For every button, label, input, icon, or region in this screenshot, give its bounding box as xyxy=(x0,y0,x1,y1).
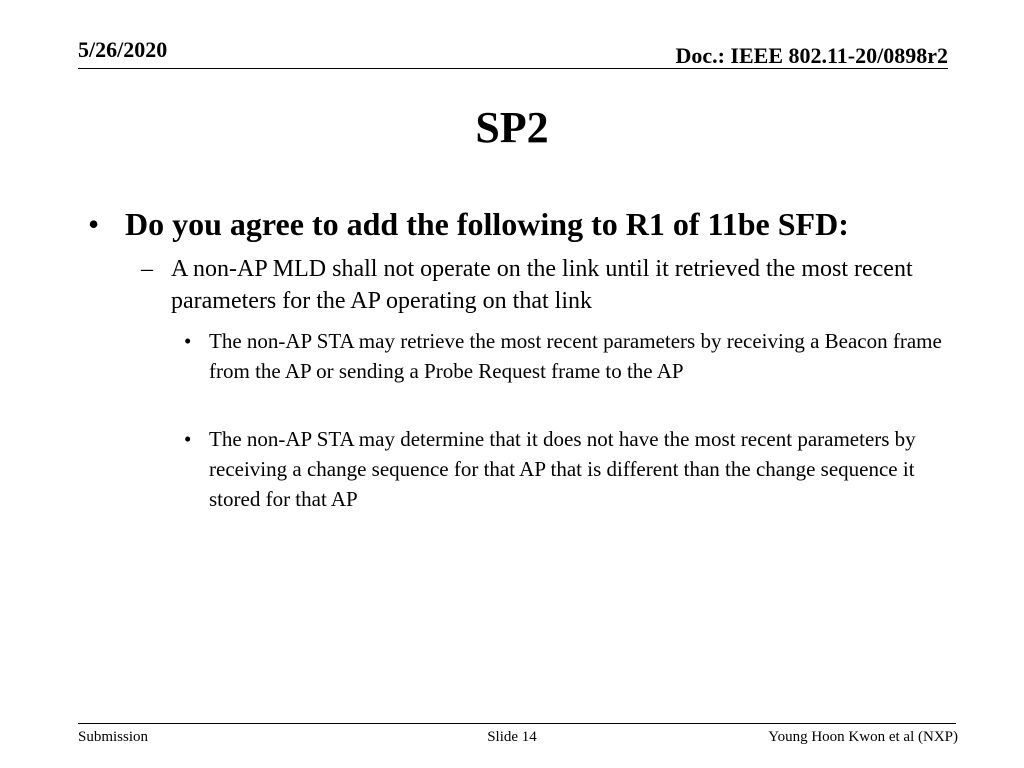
bullet-level2-text: A non-AP MLD shall not operate on the link until it retrieved the most recent parameters for the AP operating on that link xyxy=(171,256,913,314)
footer-submission: Submission xyxy=(78,729,149,745)
bullet-level3-text: The non-AP STA may retrieve the most recent parameters by receiving a Beacon frame from the AP or sending a Probe Request frame to the AP xyxy=(209,329,942,383)
bullet-level3-item xyxy=(184,326,944,386)
footer-divider xyxy=(78,723,956,724)
bullet-level1-text: Do you agree to add the following to R1 of 11be SFD: xyxy=(125,206,849,242)
footer-slide-number: Slide 14 xyxy=(487,729,537,745)
header-date: 5/26/2020 xyxy=(78,37,168,62)
dash-icon: – xyxy=(141,256,153,282)
footer-authors: Young Hoon Kwon et al (NXP) xyxy=(768,729,958,745)
header-doc-id: Doc.: IEEE 802.11-20/0898r2 xyxy=(675,43,948,68)
bullet-level3-item xyxy=(184,424,944,514)
bullet-dot-icon: • xyxy=(184,329,192,353)
bullet-dot-icon: • xyxy=(88,206,100,242)
header-divider xyxy=(78,68,948,69)
slide-title: SP2 xyxy=(475,103,549,152)
bullet-dot-icon: • xyxy=(184,427,192,451)
bullet-level2 xyxy=(141,253,931,317)
bullet-level3-text: The non-AP STA may determine that it does not have the most recent parameters by receiving a change sequence for that AP that is different than the change sequence it stored for that AP xyxy=(209,427,916,511)
